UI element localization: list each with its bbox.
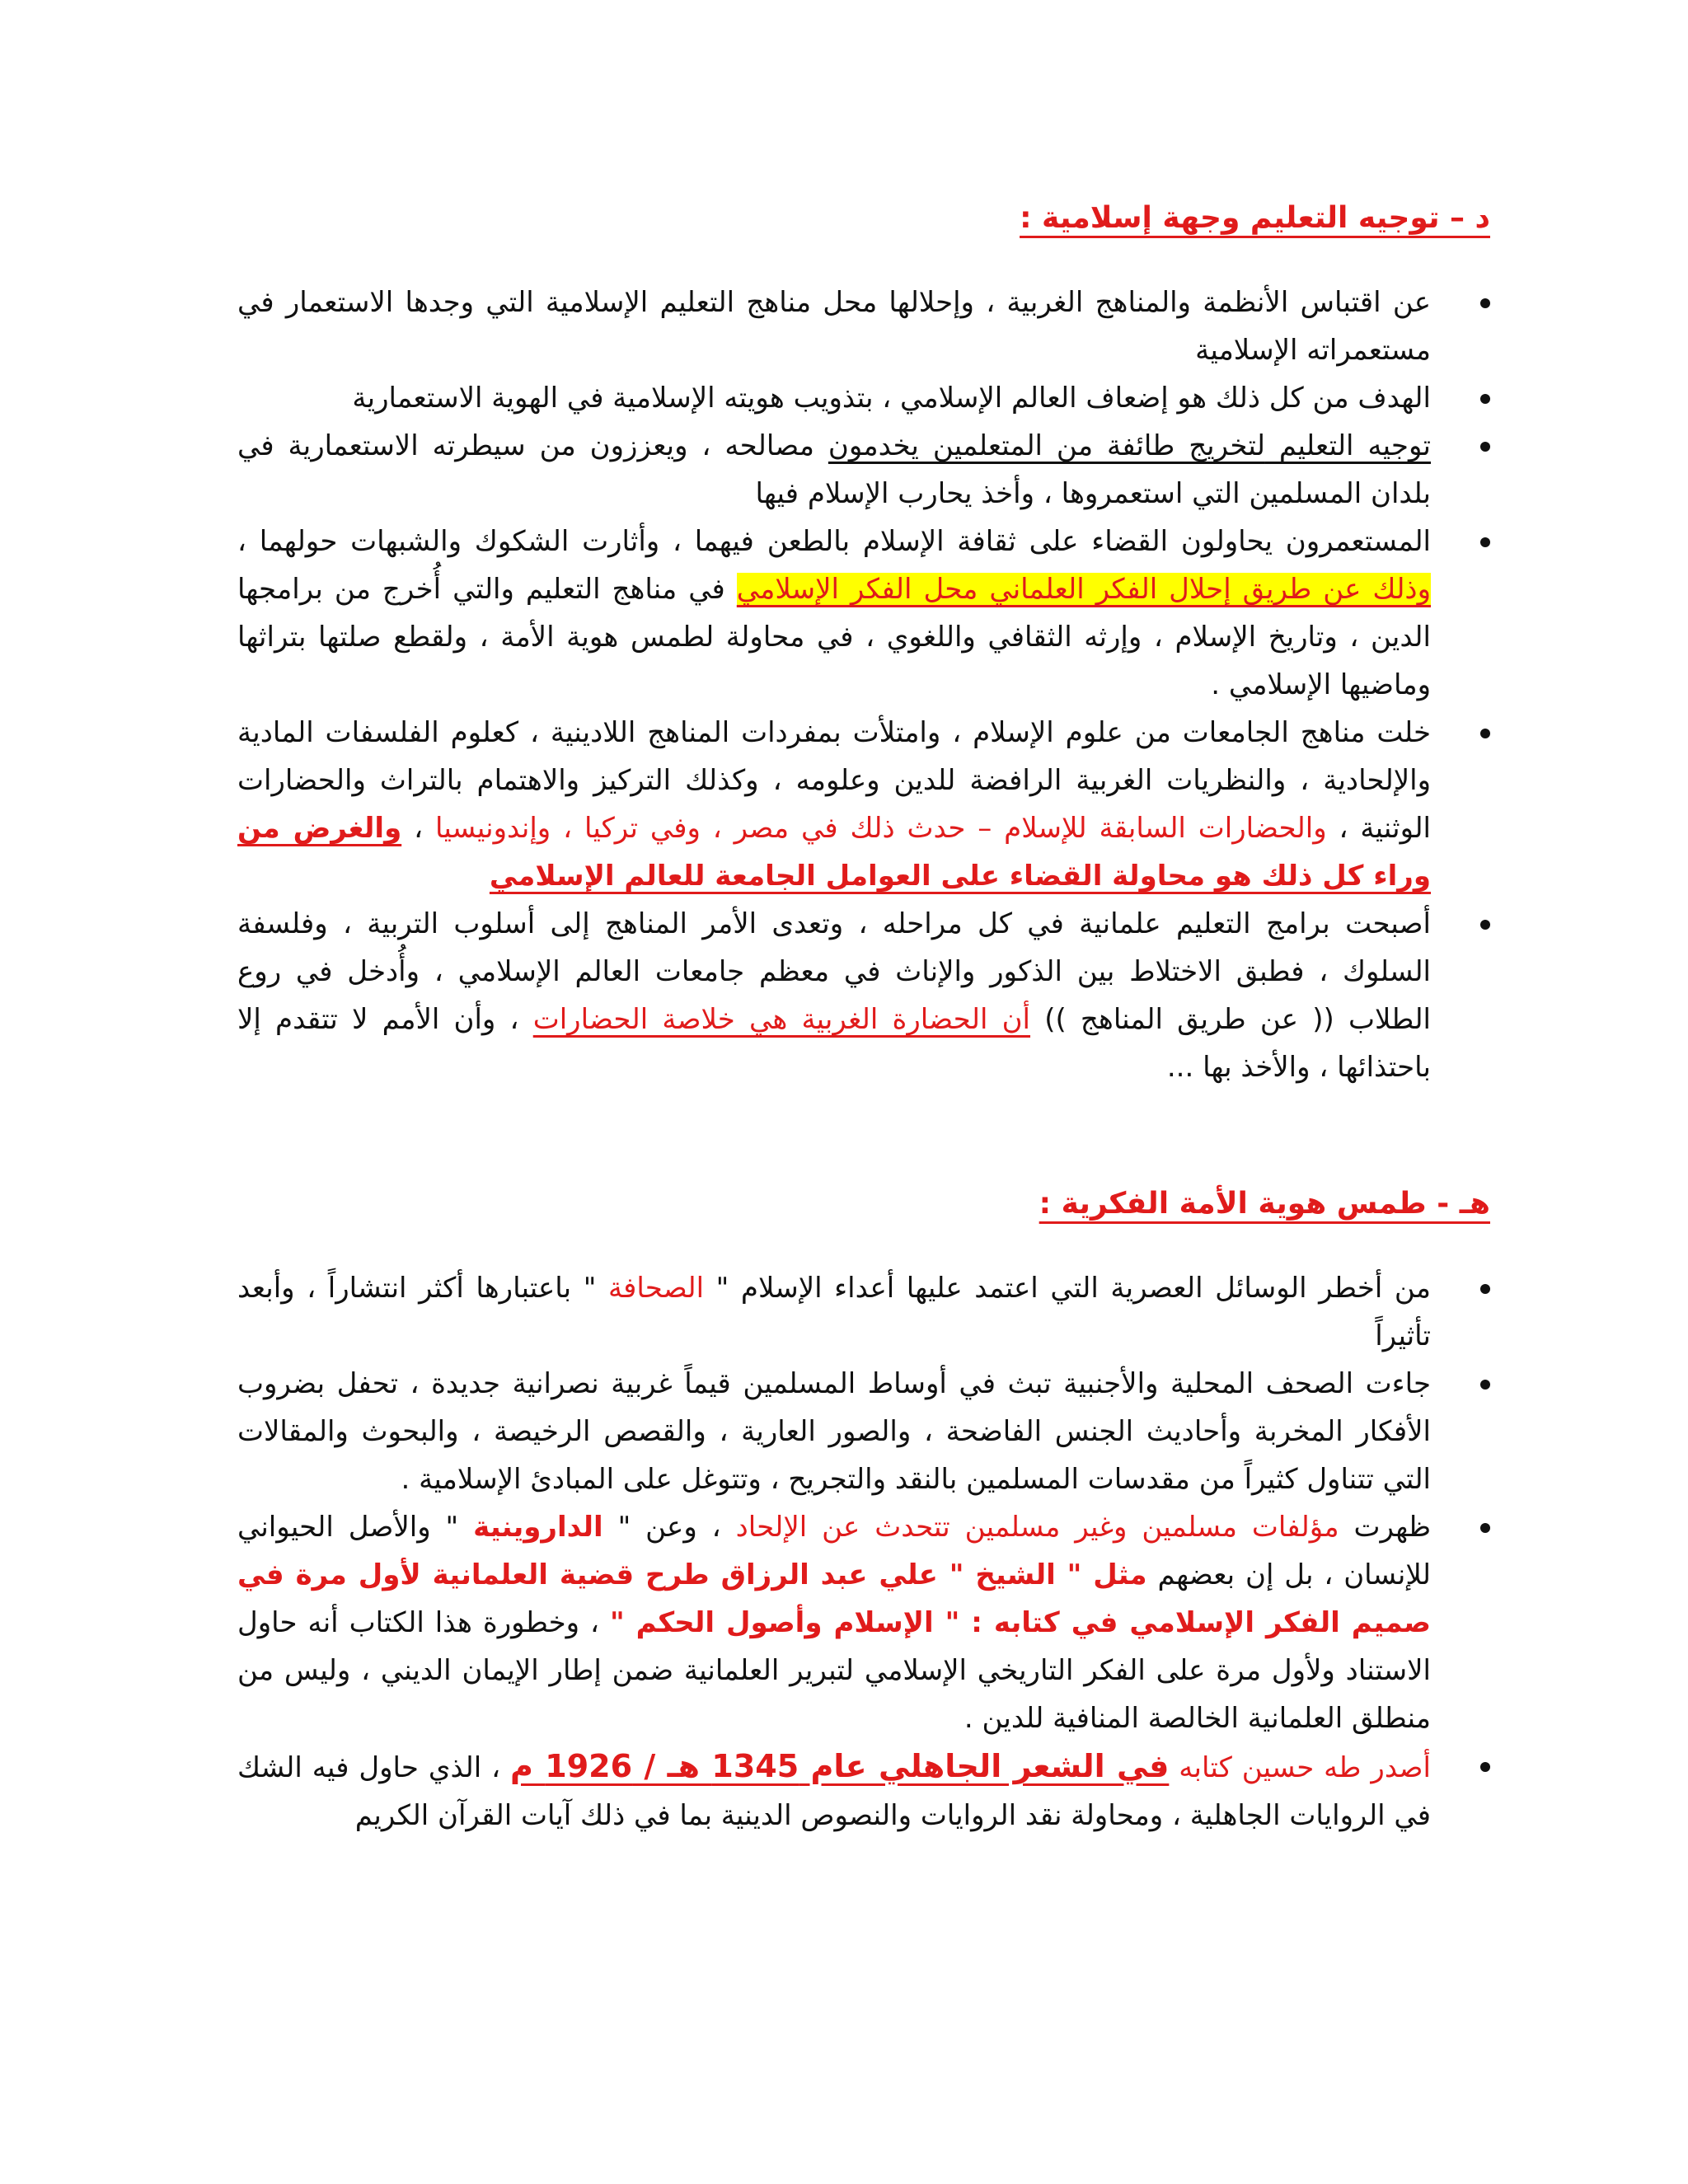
list-item bbox=[237, 279, 1490, 374]
item-text: في مناهج التعليم والتي أُخرج من برامجها الدين ، وتاريخ الإسلام ، وإرثه الثقافي واللغوي ، في محاولة لطمس هوية الأمة ، ولقطع صلتها بتراثها وماضيها الإسلامي . bbox=[237, 573, 1431, 701]
list-item bbox=[237, 1503, 1490, 1742]
item-text: مصالحه ، ويعززون من سيطرته الاستعمارية في بلدان المسلمين التي استعمروها ، وأخذ يحارب الإسلام فيها bbox=[237, 429, 1431, 510]
list-item bbox=[237, 900, 1490, 1091]
bullet-icon bbox=[1480, 729, 1490, 738]
item-text: خلت مناهج الجامعات من علوم الإسلام ، وامتلأت بمفردات المناهج اللادينية ، كعلوم الفلسفات المادية والإلحادية ، والنظريات الغربية الرافضة للدين وعلومه ، وكذلك التركيز والاهتمام بالتراث والحضارات الوثنية ، bbox=[237, 716, 1431, 845]
item-text: جاءت الصحف المحلية والأجنبية تبث في أوساط المسلمين قيماً غربية نصرانية جديدة ، تحفل بضروب الأفكار المخربة وأحاديث الجنس الفاضحة ، والصور العارية ، والقصص الرخيصة ، والبحوث والمقالات التي تتناول كثيراً من مقدسات المسلمين بالنقد والتجريح ، وتتوغل على المبادئ الإسلامية . bbox=[237, 1367, 1431, 1496]
bullet-icon bbox=[1480, 1523, 1490, 1533]
item-text: ، الذي حاول فيه الشك في الروايات الجاهلية ، ومحاولة نقد الروايات والنصوص الدينية بما في ذلك آيات القرآن الكريم bbox=[237, 1751, 1431, 1832]
red-text: أصدر طه حسين كتابه bbox=[1169, 1751, 1432, 1784]
red-bold-text: في الشعر الجاهلي عام 1345 هـ / 1926 م bbox=[510, 1748, 1170, 1784]
list-item bbox=[237, 374, 1490, 422]
item-text: المستعمرون يحاولون القضاء على ثقافة الإسلام بالطعن فيهما ، وأثارت الشكوك والشبهات حولهما ، bbox=[237, 525, 1431, 558]
list-item bbox=[237, 709, 1490, 900]
item-text: من أخطر الوسائل العصرية التي اعتمد عليها أعداء الإسلام " bbox=[704, 1272, 1431, 1305]
bullet-icon bbox=[1480, 537, 1490, 547]
section-h-list bbox=[237, 1264, 1490, 1840]
item-text-underlined: لتخريج طائفة من المتعلمين يخدمون bbox=[828, 429, 1265, 462]
bullet-icon bbox=[1480, 394, 1490, 404]
list-item bbox=[237, 518, 1490, 709]
bullet-icon bbox=[1480, 920, 1490, 930]
red-bold-text: الداروينية bbox=[473, 1511, 603, 1544]
bullet-icon bbox=[1480, 442, 1490, 452]
list-item bbox=[237, 1360, 1490, 1503]
bullet-icon bbox=[1480, 1284, 1490, 1294]
item-text: " باعتبارها أكثر انتشاراً ، وأبعد تأثيراً bbox=[237, 1272, 1431, 1352]
section-heading-d: د – توجيه التعليم وجهة إسلامية : bbox=[1020, 201, 1490, 235]
section-heading-h: هـ - طمس هوية الأمة الفكرية : bbox=[1039, 1187, 1490, 1221]
list-item bbox=[237, 1264, 1490, 1360]
bullet-icon bbox=[1480, 1762, 1490, 1772]
bullet-icon bbox=[1480, 298, 1490, 308]
item-text: ، وخطورة هذا الكتاب أنه حاول الاستناد ولأول مرة على الفكر التاريخي الإسلامي لتبرير العلمانية ضمن إطار الإيمان الديني ، وليس من منطلق العلمانية الخالصة المنافية للدين . bbox=[237, 1606, 1431, 1735]
item-text: ، وعن " bbox=[603, 1511, 736, 1544]
list-item bbox=[237, 1742, 1490, 1840]
red-bold-text: مثل " الشيخ " علي عبد الرزاق طرح قضية العلمانية لأول مرة في صميم الفكر الإسلامي في كتابه : " الإسلام وأصول الحكم " bbox=[237, 1558, 1432, 1639]
red-text: الصحافة bbox=[607, 1272, 705, 1305]
section-d-list bbox=[237, 279, 1490, 1091]
item-text: ، وأن الأمم لا تتقدم إلا باحتذائها ، والأخذ بها ... bbox=[237, 1003, 1431, 1084]
list-item bbox=[237, 422, 1490, 518]
red-text: مؤلفات مسلمين وغير مسلمين تتحدث عن الإلحاد bbox=[735, 1511, 1339, 1544]
red-bold-text: والغرض من وراء كل ذلك هو محاولة القضاء على العوامل الجامعة للعالم الإسلامي bbox=[237, 812, 1431, 893]
item-text: الهدف من كل ذلك هو إضعاف العالم الإسلامي ، بتذويب هويته الإسلامية في الهوية الاستعمارية bbox=[352, 382, 1431, 415]
item-text: عن اقتباس الأنظمة والمناهج الغربية ، وإحلالها محل مناهج التعليم الإسلامية التي وجدها الاستعمار في مستعمراته الإسلامية bbox=[237, 286, 1431, 367]
highlighted-text: وذلك عن طريق إحلال الفكر العلماني محل الفكر الإسلامي bbox=[736, 573, 1431, 606]
item-text: ، bbox=[401, 812, 435, 845]
item-text-underlined: توجيه التعليم bbox=[1264, 429, 1431, 462]
bullet-icon bbox=[1480, 1380, 1490, 1390]
item-text: ظهرت bbox=[1339, 1511, 1432, 1544]
red-text: والحضارات السابقة للإسلام – حدث ذلك في مصر ، وفي تركيا ، وإندونيسيا bbox=[434, 812, 1327, 845]
red-underlined-text: أن الحضارة الغربية هي خلاصة الحضارات bbox=[532, 1003, 1031, 1036]
item-text: أصبحت برامج التعليم علمانية في كل مراحله ، وتعدى الأمر المناهج إلى أسلوب التربية ، وفلسفة السلوك ، فطبق الاختلاط بين الذكور والإناث في معظم جامعات العالم الإسلامي ، وأُدخل في روع الطلاب (( عن طريق المناهج )) bbox=[237, 907, 1432, 1036]
item-text: " والأصل الحيواني للإنسان ، بل إن بعضهم bbox=[237, 1511, 1431, 1591]
